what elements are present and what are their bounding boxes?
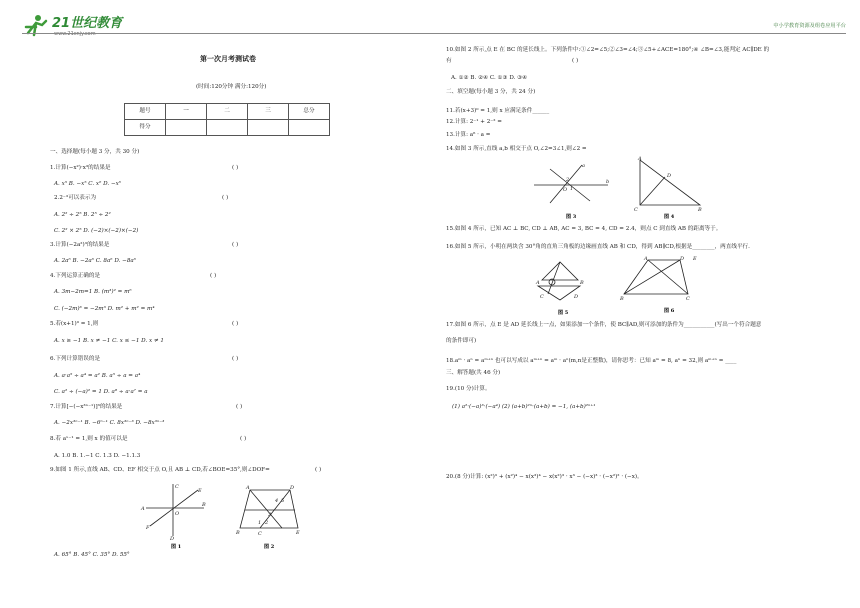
svg-text:C: C bbox=[175, 484, 179, 490]
options-5: A. x ≥ −1 B. x ≠ −1 C. x ≤ −1 D. x ≠ 1 bbox=[54, 338, 164, 344]
table-cell: 三 bbox=[248, 104, 289, 120]
section-heading-2: 二、填空题(每小题 3 分，共 24 分) bbox=[446, 89, 536, 95]
svg-text:B: B bbox=[620, 296, 624, 302]
question-2: 2.2⁻³可以表示为 bbox=[54, 195, 97, 201]
table-cell: 题号 bbox=[125, 104, 166, 120]
svg-text:1: 1 bbox=[570, 186, 574, 192]
figure-4-caption: 图 4 bbox=[664, 214, 675, 220]
svg-text:D: D bbox=[680, 256, 685, 262]
svg-text:C: C bbox=[258, 531, 262, 537]
question-9: 9.如图 1 所示,直线 AB、CD、EF 相交于点 O,且 AB ⊥ CD,若∠BOE=35°,则∠DOF= bbox=[50, 467, 270, 473]
question-19: 19.(10 分)计算。 bbox=[446, 386, 491, 392]
svg-text:A: A bbox=[246, 485, 250, 491]
paper-subtitle: (时间:120分钟 满分:120分) bbox=[196, 84, 267, 90]
svg-text:F: F bbox=[146, 525, 150, 531]
question-1: 1.计算(−x²)·x³的结果是 bbox=[50, 165, 111, 171]
question-12: 12.计算: 2⁻¹ + 2⁻² = bbox=[446, 119, 502, 125]
question-3: 3.计算(−2a²)³的结果是 bbox=[50, 242, 110, 248]
svg-text:4: 4 bbox=[275, 498, 279, 504]
figure-1 bbox=[146, 484, 204, 536]
question-8: 8.若 aˣ⁻¹ = 1,则 x 的值可以是 bbox=[50, 436, 128, 442]
svg-text:C: C bbox=[686, 296, 690, 302]
score-table bbox=[124, 103, 330, 136]
question-5: 5.若(x+1)⁰ = 1,则 bbox=[50, 321, 99, 327]
answer-paren: ( ) bbox=[232, 356, 239, 362]
figure-6 bbox=[624, 260, 688, 294]
options-7: A. −2x³ⁿ⁻¹ B. −6ⁿ⁻¹ C. 8x³ⁿ⁻³ D. −8x³ⁿ⁻³ bbox=[54, 420, 165, 426]
question-14: 14.如图 3 所示,直线 a,b 相交于点 O,∠2=3∠1,则∠2 = bbox=[446, 146, 587, 152]
answer-paren: ( ) bbox=[240, 436, 247, 442]
options-2a: A. 2² ÷ 2⁵ B. 2⁵ ÷ 2² bbox=[54, 212, 111, 218]
question-11: 11.若(x+3)⁰ = 1,则 x 应满足条件______ bbox=[446, 108, 550, 114]
svg-text:5: 5 bbox=[281, 498, 285, 504]
site-name: 中小学教育资源及组卷应用平台 bbox=[773, 23, 846, 29]
options-4a: A. 3m−2m=1 B. (m³)² = m⁶ bbox=[54, 289, 132, 295]
svg-text:B: B bbox=[202, 502, 206, 508]
svg-text:B: B bbox=[698, 207, 702, 213]
svg-text:D: D bbox=[574, 294, 579, 300]
logo-sub: www.21cnjy.com bbox=[54, 31, 96, 37]
figure-5-caption: 图 5 bbox=[558, 310, 569, 316]
svg-text:D: D bbox=[667, 173, 672, 179]
question-17-cont: 的条件即可) bbox=[446, 338, 477, 344]
figure-6-caption: 图 6 bbox=[664, 308, 675, 314]
figures-1-2 bbox=[140, 480, 300, 550]
answer-paren: ( ) bbox=[222, 195, 229, 201]
options-8: A. 1.0 B. 1.−1 C. 1.3 D. −1.1.3 bbox=[54, 453, 141, 459]
svg-text:A: A bbox=[638, 156, 642, 162]
options-1: A. x⁵ B. −x⁵ C. x⁶ D. −x⁶ bbox=[54, 181, 122, 187]
svg-text:2: 2 bbox=[566, 177, 570, 183]
table-cell bbox=[289, 120, 330, 136]
svg-text:E: E bbox=[296, 530, 300, 536]
question-4: 4.下列运算正确的是 bbox=[50, 273, 101, 279]
answer-paren: ( ) bbox=[572, 58, 579, 64]
question-6: 6.下列计算错误的是 bbox=[50, 356, 101, 362]
figure-1-caption: 图 1 bbox=[171, 544, 182, 550]
svg-text:A: A bbox=[536, 280, 540, 286]
answer-paren: ( ) bbox=[210, 273, 217, 279]
question-10: 10.如图 2 所示,点 E 在 BC 的延长线上。下列条件中:①∠2=∠5;②∠3=∠4;③∠5+∠ACE=180°;④ ∠B=∠3,能判定 AC∥DE 的 bbox=[446, 47, 770, 53]
answer-paren: ( ) bbox=[232, 165, 239, 171]
header-divider bbox=[22, 33, 846, 34]
question-10-cont: 有 bbox=[446, 58, 452, 64]
figure-2-caption: 图 2 bbox=[264, 544, 275, 550]
svg-text:E: E bbox=[198, 488, 202, 494]
question-17: 17.如图 6 所示，点 E 是 AD 延长线上一点，如果添加一个条件，使 BC∥AD,则可添加的条件为___________(写出一个符合题意 bbox=[446, 322, 762, 328]
score-table-score-row bbox=[125, 120, 330, 136]
question-13: 13.计算: a⁶ · a = bbox=[446, 132, 491, 138]
score-table-header-row bbox=[125, 104, 330, 120]
table-cell bbox=[248, 120, 289, 136]
svg-text:a: a bbox=[582, 163, 585, 169]
svg-text:b: b bbox=[606, 179, 610, 185]
svg-text:A: A bbox=[644, 256, 648, 262]
options-3: A. 2a⁶ B. −2a⁶ C. 8a⁶ D. −8a⁶ bbox=[54, 258, 136, 264]
table-cell: 总分 bbox=[289, 104, 330, 120]
svg-text:O: O bbox=[563, 187, 568, 193]
figures-5-6 bbox=[530, 254, 730, 320]
svg-text:C: C bbox=[634, 207, 638, 213]
answer-paren: ( ) bbox=[236, 404, 243, 410]
figure-2 bbox=[240, 490, 298, 528]
svg-text:A: A bbox=[141, 506, 145, 512]
svg-text:2: 2 bbox=[265, 520, 269, 526]
runner-icon bbox=[26, 15, 46, 35]
svg-text:1: 1 bbox=[258, 520, 262, 526]
question-18: 18.aᵐ · aⁿ = aᵐ⁺ⁿ 也可以写成以 aᵐ⁺ⁿ = aᵐ · aⁿ(m,n是正整数)，请你思考：已知 aᵐ = 8, aⁿ = 32,则 aᵐ⁺ⁿ = ____ bbox=[446, 358, 737, 364]
figure-4 bbox=[640, 160, 700, 205]
paper-title: 第一次月考测试卷 bbox=[200, 54, 256, 63]
options-6b: C. a² ÷ (−a)² = 1 D. a⁸ ÷ a·a⁷ = a bbox=[54, 389, 148, 395]
question-7: 7.计算[−(−x³ⁿ⁻¹)]³的结果是 bbox=[50, 404, 123, 410]
options-4b: C. (−2m)³ = −2m³ D. m² + m² = m⁴ bbox=[54, 306, 155, 312]
answer-paren: ( ) bbox=[232, 242, 239, 248]
svg-text:B: B bbox=[580, 280, 584, 286]
question-19-parts: (1) a²·(−a)³·(−a⁴) (2) (a+b)²ⁿ·(a+b) = −1, (a+b)²ⁿ⁺¹ bbox=[452, 404, 596, 410]
question-16: 16.如图 5 所示，小明在两块含 30°角的直角三角板的边缘画直线 AB 和 CD，得到 AB∥CD,根据是________，两直线平行. bbox=[446, 244, 750, 250]
options-10: A. ①② B. ②④ C. ①③ D. ③④ bbox=[451, 75, 528, 81]
svg-text:O: O bbox=[175, 511, 180, 517]
answer-paren: ( ) bbox=[232, 321, 239, 327]
svg-text:B: B bbox=[236, 530, 240, 536]
svg-text:D: D bbox=[290, 485, 295, 491]
question-15: 15.如图 4 所示，已知 AC ⊥ BC, CD ⊥ AB, AC = 3, BC = 4, CD = 2.4，则点 C 到直线 AB 的距离等于。 bbox=[446, 226, 722, 232]
section-heading-1: 一、选择题(每小题 3 分，共 30 分) bbox=[50, 149, 140, 155]
table-cell bbox=[166, 120, 207, 136]
answer-paren: ( ) bbox=[315, 467, 322, 473]
options-2b: C. 2² × 2⁵ D. (−2)×(−2)×(−2) bbox=[54, 228, 139, 234]
svg-text:E: E bbox=[693, 256, 697, 262]
table-cell bbox=[207, 120, 248, 136]
section-heading-3: 三、解答题(共 46 分) bbox=[446, 370, 501, 376]
table-cell: 二 bbox=[207, 104, 248, 120]
svg-text:D: D bbox=[170, 536, 175, 542]
svg-text:C: C bbox=[540, 294, 544, 300]
logo-text: 21世纪教育 bbox=[52, 16, 123, 31]
figure-3 bbox=[534, 165, 608, 203]
svg-text:3: 3 bbox=[268, 512, 272, 518]
question-20: 20.(8 分)计算: (x²)³ + (x²)⁴ − x(x³)⁴ − x(x²)³ · x³ − (−x)³ · (−x²)² · (−x)。 bbox=[446, 474, 643, 480]
table-cell: 一 bbox=[166, 104, 207, 120]
options-6a: A. a·a⁵ ÷ a⁴ = a² B. a⁵ ÷ a = a⁴ bbox=[54, 373, 141, 379]
figures-3-4 bbox=[530, 155, 720, 223]
figure-3-caption: 图 3 bbox=[566, 214, 577, 220]
logo bbox=[22, 13, 147, 39]
table-cell: 得分 bbox=[125, 120, 166, 136]
options-9: A. 65° B. 45° C. 35° D. 55° bbox=[54, 552, 130, 558]
